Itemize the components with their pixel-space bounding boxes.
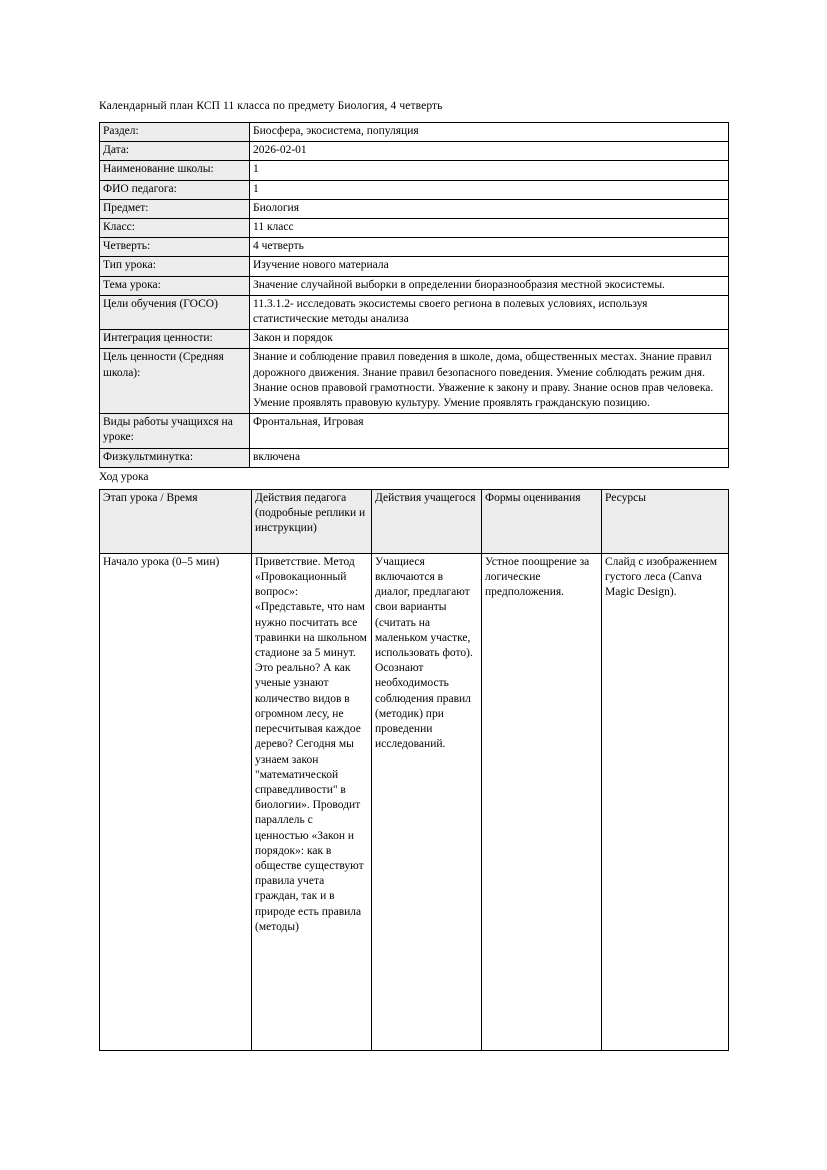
flow-column-header: Действия учащегося [372, 489, 482, 553]
flow-student-cell: Учащиеся включаются в диалог, предлагают свои варианты (считать на маленьком участке, использовать фото). Осознают необходимость соблюдения правил (методик) при проведении исследований. [372, 553, 482, 1050]
info-row-label: Дата: [100, 142, 250, 161]
flow-column-header: Формы оценивания [482, 489, 602, 553]
info-row-label: Тема урока: [100, 276, 250, 295]
info-row-value: 11.3.1.2- исследовать экосистемы своего региона в полевых условиях, используя статистические методы анализа [250, 295, 729, 329]
info-row-value: Биосфера, экосистема, популяция [250, 123, 729, 142]
info-row-value: 1 [250, 180, 729, 199]
table-row [100, 349, 729, 414]
info-row-value: 1 [250, 161, 729, 180]
flow-column-header: Этап урока / Время [100, 489, 252, 553]
info-row-value: Закон и порядок [250, 330, 729, 349]
flow-resources-cell: Слайд с изображением густого леса (Canva Magic Design). [602, 553, 729, 1050]
lesson-info-table [99, 122, 729, 468]
table-row [100, 414, 729, 448]
flow-stage-cell: Начало урока (0–5 мин) [100, 553, 252, 1050]
info-row-label: Предмет: [100, 199, 250, 218]
table-row [100, 199, 729, 218]
lesson-flow-table-body [100, 553, 729, 1050]
flow-column-header: Ресурсы [602, 489, 729, 553]
table-row [100, 276, 729, 295]
info-row-value: 4 четверть [250, 238, 729, 257]
lesson-flow-table-head [100, 489, 729, 553]
table-row [100, 180, 729, 199]
table-row [100, 161, 729, 180]
page-title: Календарный план КСП 11 класса по предмету Биология, 4 четверть [99, 100, 443, 112]
lesson-info-table-body [100, 123, 729, 468]
info-row-label: Физкультминутка: [100, 448, 250, 467]
info-row-label: Виды работы учащихся на уроке: [100, 414, 250, 448]
table-header-row [100, 489, 729, 553]
table-row [100, 123, 729, 142]
flow-assessment-cell: Устное поощрение за логические предположения. [482, 553, 602, 1050]
info-row-label: Раздел: [100, 123, 250, 142]
lesson-flow-table [99, 489, 729, 1051]
info-row-label: Цели обучения (ГОСО) [100, 295, 250, 329]
flow-column-header: Действия педагога (подробные реплики и инструкции) [252, 489, 372, 553]
document-content [99, 99, 728, 1051]
info-row-label: Интеграция ценности: [100, 330, 250, 349]
info-row-value: Фронтальная, Игровая [250, 414, 729, 448]
info-row-label: Класс: [100, 219, 250, 238]
table-row [100, 257, 729, 276]
info-row-value: Изучение нового материала [250, 257, 729, 276]
table-row [100, 295, 729, 329]
info-row-value: включена [250, 448, 729, 467]
info-row-label: Цель ценности (Средняя школа): [100, 349, 250, 414]
info-row-value: Знание и соблюдение правил поведения в школе, дома, общественных местах. Знание правил дорожного движения. Знание правил безопасного поведения. Умение соблюдать режим дня. Знание основ правовой грамотности. Уважение к закону и праву. Знание основ прав человека. Умение проявлять правовую культуру. Умение проявлять гражданскую позицию. [250, 349, 729, 414]
info-row-value: 11 класс [250, 219, 729, 238]
table-row [100, 142, 729, 161]
info-row-label: Четверть: [100, 238, 250, 257]
table-row [100, 219, 729, 238]
table-row [100, 330, 729, 349]
info-row-label: Тип урока: [100, 257, 250, 276]
lesson-flow-heading: Ход урока [99, 470, 149, 483]
info-row-value: Значение случайной выборки в определении биоразнообразия местной экосистемы. [250, 276, 729, 295]
table-row [100, 553, 729, 1050]
info-row-value: Биология [250, 199, 729, 218]
info-row-label: ФИО педагога: [100, 180, 250, 199]
table-row [100, 238, 729, 257]
table-row [100, 448, 729, 467]
info-row-label: Наименование школы: [100, 161, 250, 180]
flow-teacher-cell: Приветствие. Метод «Провокационный вопрос»: «Представьте, что нам нужно посчитать все травинки на школьном стадионе за 5 минут. Это реально? А как ученые узнают количество видов в огромном лесу, не пересчитывая каждое дерево? Сегодня мы узнаем закон "математической справедливости" в биологии». Проводит параллель с ценностью «Закон и порядок»: как в обществе существуют правила учета граждан, так и в природе есть правила (методы) [252, 553, 372, 1050]
info-row-value: 2026-02-01 [250, 142, 729, 161]
